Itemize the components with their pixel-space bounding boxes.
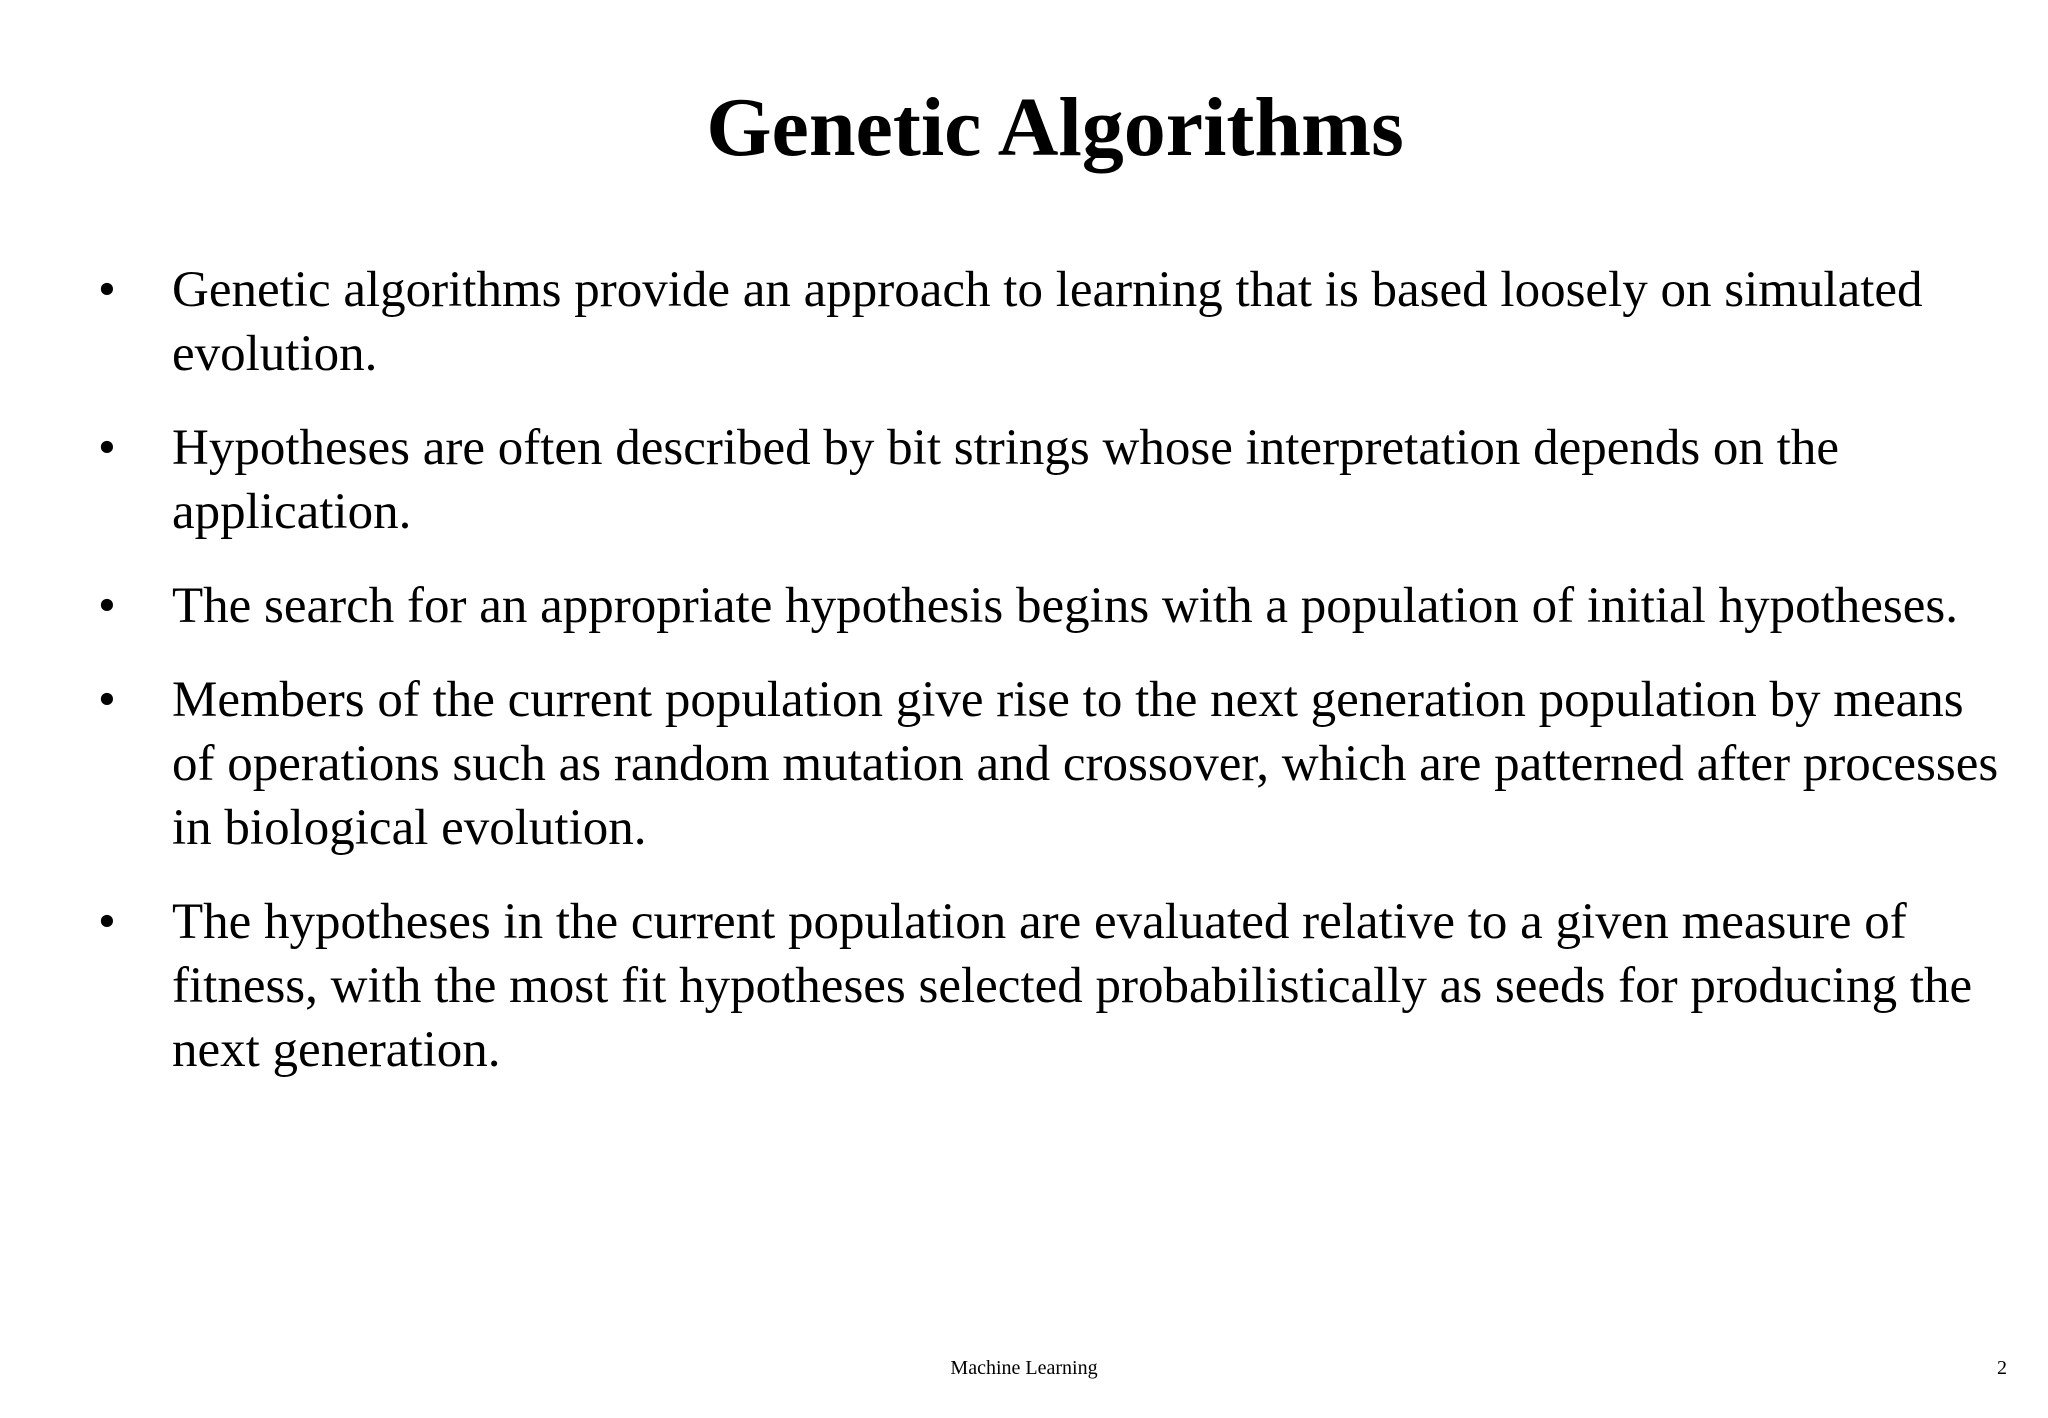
bullet-text: The hypotheses in the current population are evaluated relative to a given measure of fitness, with the most fit hypotheses selected probabilistically as seeds for producing the next generation. <box>172 894 1973 1078</box>
slide-title: Genetic Algorithms <box>706 81 1404 174</box>
bullet-text: Hypotheses are often described by bit strings whose interpretation depends on the application. <box>172 420 1839 540</box>
footer-title: Machine Learning <box>950 1357 1098 1379</box>
bullet-icon: • <box>98 262 116 318</box>
page-number: 2 <box>1997 1357 2007 1379</box>
bullet-item <box>98 574 2018 638</box>
bullet-item <box>98 668 2018 860</box>
bullet-icon: • <box>98 894 116 950</box>
bullet-icon: • <box>98 672 116 728</box>
bullet-text: Members of the current population give rise to the next generation population by means of operations such as random mutation and crossover, which are patterned after processes in biological evolution. <box>172 672 1999 856</box>
bullet-list <box>98 258 2018 1112</box>
bullet-text: The search for an appropriate hypothesis begins with a population of initial hypotheses. <box>172 578 1958 634</box>
bullet-icon: • <box>98 578 116 634</box>
bullet-icon: • <box>98 420 116 476</box>
bullet-item <box>98 416 2018 544</box>
bullet-item <box>98 258 2018 386</box>
bullet-text: Genetic algorithms provide an approach to learning that is based loosely on simulated evolution. <box>172 262 1923 382</box>
bullet-item <box>98 890 2018 1082</box>
